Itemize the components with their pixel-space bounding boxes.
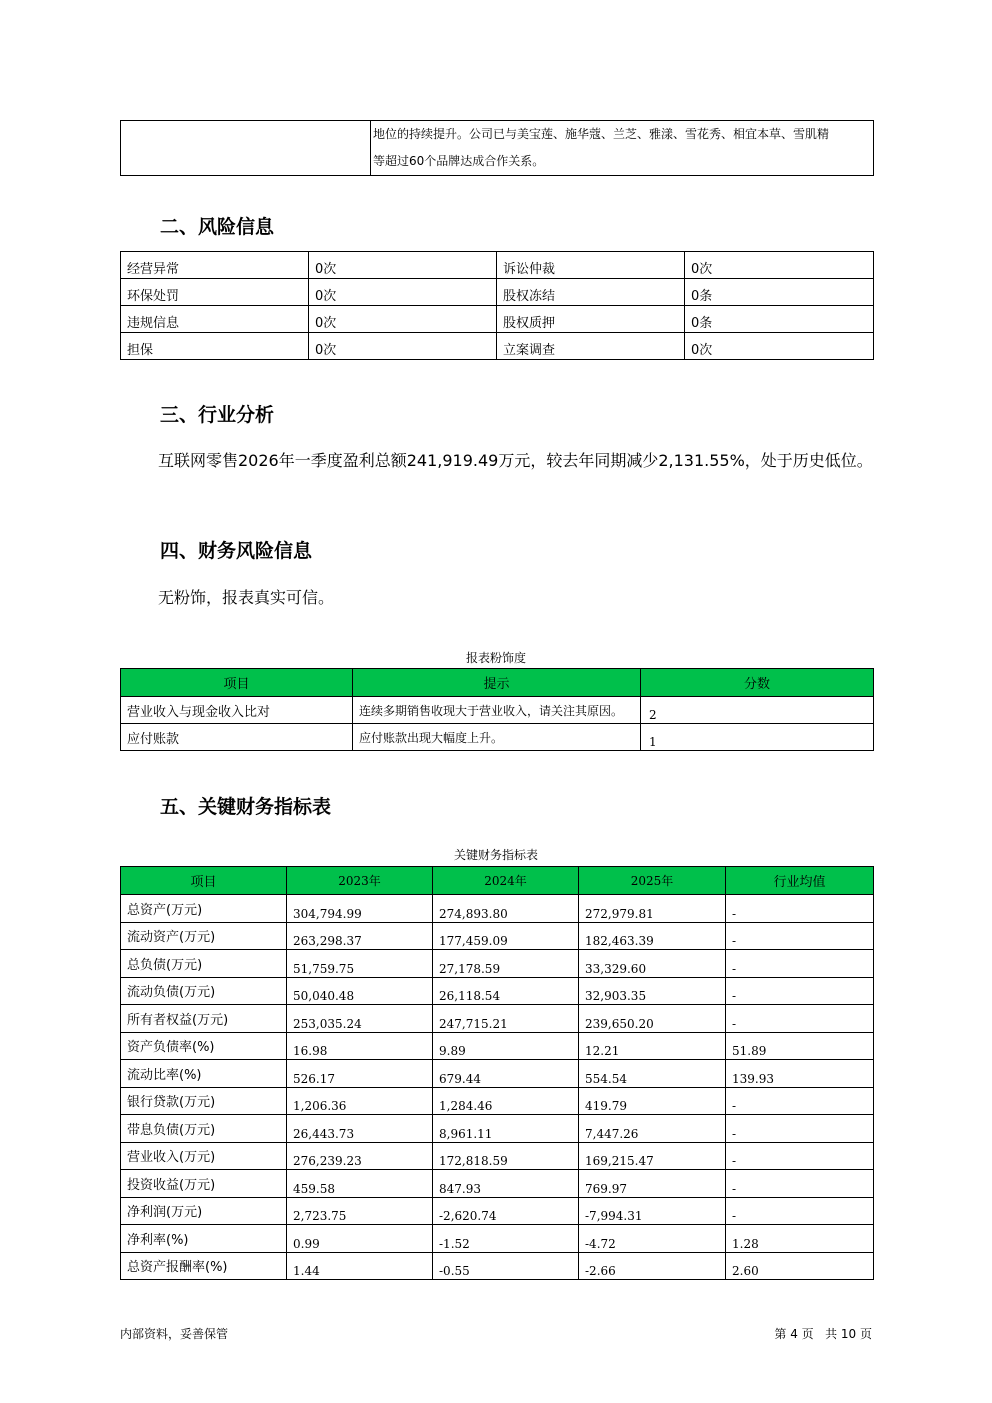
decor-hint-cell: 连续多期销售收现大于营业收入，请关注其原因。 xyxy=(353,697,641,724)
key-fin-label-cell: 流动负债(万元) xyxy=(121,977,287,1005)
key-fin-label-cell: 资产负债率(%) xyxy=(121,1032,287,1060)
continuation-line-1: 地位的持续提升。公司已与美宝莲、施华蔻、兰芝、雅漾、雪花秀、相宜本草、雪肌精 xyxy=(373,127,830,141)
risk-cell-v2: 0次 xyxy=(685,252,874,279)
key-fin-row xyxy=(121,1087,874,1115)
risk-cell-k2: 诉讼仲裁 xyxy=(497,252,685,279)
key-fin-value-cell: 276,239.23 xyxy=(287,1142,433,1170)
key-fin-value-cell: 26,443.73 xyxy=(287,1115,433,1143)
key-fin-label-cell: 流动资产(万元) xyxy=(121,922,287,950)
key-fin-value-cell: - xyxy=(726,1197,874,1225)
key-fin-value-cell: - xyxy=(726,1005,874,1033)
key-fin-label-cell: 净利率(%) xyxy=(121,1225,287,1253)
key-fin-value-cell: 7,447.26 xyxy=(579,1115,726,1143)
key-fin-value-cell: - xyxy=(726,1115,874,1143)
risk-cell-k2: 立案调查 xyxy=(497,333,685,360)
key-fin-value-cell: - xyxy=(726,977,874,1005)
key-fin-header-2023: 2023年 xyxy=(287,867,433,895)
key-fin-value-cell: - xyxy=(726,895,874,923)
key-fin-row xyxy=(121,895,874,923)
key-fin-value-cell: 1,284.46 xyxy=(433,1087,579,1115)
key-fin-value-cell: 239,650.20 xyxy=(579,1005,726,1033)
continuation-text-cell xyxy=(371,121,874,176)
key-fin-label-cell: 总资产(万元) xyxy=(121,895,287,923)
continuation-table xyxy=(120,120,874,176)
key-fin-value-cell: - xyxy=(726,1087,874,1115)
risk-cell-v1: 0次 xyxy=(309,252,497,279)
risk-cell-v1: 0次 xyxy=(309,279,497,306)
risk-cell-k1: 经营异常 xyxy=(121,252,309,279)
key-fin-value-cell: 0.99 xyxy=(287,1225,433,1253)
risk-cell-k2: 股权冻结 xyxy=(497,279,685,306)
key-fin-row xyxy=(121,950,874,978)
risk-cell-k1: 担保 xyxy=(121,333,309,360)
decor-hint-cell: 应付账款出现大幅度上升。 xyxy=(353,724,641,751)
risk-row xyxy=(121,333,874,360)
decor-score-cell: 1 xyxy=(641,724,874,751)
key-fin-row xyxy=(121,1225,874,1253)
key-fin-value-cell: 274,893.80 xyxy=(433,895,579,923)
risk-row xyxy=(121,279,874,306)
key-fin-header-industry-avg: 行业均值 xyxy=(726,867,874,895)
decor-score-cell: 2 xyxy=(641,697,874,724)
key-fin-value-cell: 2,723.75 xyxy=(287,1197,433,1225)
key-fin-value-cell: 9.89 xyxy=(433,1032,579,1060)
key-fin-label-cell: 带息负债(万元) xyxy=(121,1115,287,1143)
key-fin-row xyxy=(121,1060,874,1088)
key-fin-value-cell: 12.21 xyxy=(579,1032,726,1060)
key-fin-value-cell: 554.54 xyxy=(579,1060,726,1088)
key-fin-label-cell: 银行贷款(万元) xyxy=(121,1087,287,1115)
key-fin-section-title: 五、关键财务指标表 xyxy=(160,796,332,818)
key-fin-row xyxy=(121,1005,874,1033)
key-fin-value-cell: 2.60 xyxy=(726,1252,874,1280)
key-fin-value-cell: -2.66 xyxy=(579,1252,726,1280)
risk-cell-v1: 0次 xyxy=(309,333,497,360)
key-fin-value-cell: 51,759.75 xyxy=(287,950,433,978)
decor-header-score: 分数 xyxy=(641,669,874,697)
key-fin-table xyxy=(120,866,874,1280)
key-fin-value-cell: -1.52 xyxy=(433,1225,579,1253)
key-fin-value-cell: 182,463.39 xyxy=(579,922,726,950)
key-fin-value-cell: 27,178.59 xyxy=(433,950,579,978)
key-fin-value-cell: 33,329.60 xyxy=(579,950,726,978)
industry-section-title: 三、行业分析 xyxy=(160,404,275,426)
key-fin-header-2024: 2024年 xyxy=(433,867,579,895)
key-fin-row xyxy=(121,1032,874,1060)
key-fin-label-cell: 总资产报酬率(%) xyxy=(121,1252,287,1280)
decor-row xyxy=(121,724,874,751)
key-fin-header-item: 项目 xyxy=(121,867,287,895)
risk-cell-k2: 股权质押 xyxy=(497,306,685,333)
risk-cell-v1: 0次 xyxy=(309,306,497,333)
key-fin-value-cell: 169,215.47 xyxy=(579,1142,726,1170)
decor-row xyxy=(121,697,874,724)
footer-confidential: 内部资料，妥善保管 xyxy=(120,1327,229,1341)
key-fin-value-cell: 1.28 xyxy=(726,1225,874,1253)
key-fin-row xyxy=(121,1252,874,1280)
key-fin-value-cell: 177,459.09 xyxy=(433,922,579,950)
key-fin-value-cell: 769.97 xyxy=(579,1170,726,1198)
decor-table-caption: 报表粉饰度 xyxy=(465,651,526,665)
key-fin-caption: 关键财务指标表 xyxy=(453,848,538,862)
key-fin-label-cell: 所有者权益(万元) xyxy=(121,1005,287,1033)
footer-page-number: 第 4 页 共 10 页 xyxy=(774,1327,872,1341)
key-fin-value-cell: 526.17 xyxy=(287,1060,433,1088)
decor-table xyxy=(120,668,874,751)
key-fin-value-cell: 304,794.99 xyxy=(287,895,433,923)
key-fin-value-cell: - xyxy=(726,950,874,978)
decor-header-item: 项目 xyxy=(121,669,353,697)
key-fin-row xyxy=(121,1142,874,1170)
key-fin-value-cell: 139.93 xyxy=(726,1060,874,1088)
key-fin-label-cell: 流动比率(%) xyxy=(121,1060,287,1088)
key-fin-value-cell: - xyxy=(726,1142,874,1170)
key-fin-value-cell: -2,620.74 xyxy=(433,1197,579,1225)
key-fin-value-cell: - xyxy=(726,922,874,950)
key-fin-value-cell: 272,979.81 xyxy=(579,895,726,923)
key-fin-value-cell: 1,206.36 xyxy=(287,1087,433,1115)
key-fin-value-cell: - xyxy=(726,1170,874,1198)
key-fin-value-cell: -7,994.31 xyxy=(579,1197,726,1225)
key-fin-header-2025: 2025年 xyxy=(579,867,726,895)
key-fin-value-cell: 32,903.35 xyxy=(579,977,726,1005)
key-fin-value-cell: 679.44 xyxy=(433,1060,579,1088)
fin-risk-section-title: 四、财务风险信息 xyxy=(160,540,313,562)
key-fin-row xyxy=(121,1115,874,1143)
key-fin-value-cell: 50,040.48 xyxy=(287,977,433,1005)
fin-risk-paragraph: 无粉饰，报表真实可信。 xyxy=(158,588,335,607)
key-fin-value-cell: 172,818.59 xyxy=(433,1142,579,1170)
risk-row xyxy=(121,306,874,333)
decor-item-cell: 应付账款 xyxy=(121,724,353,751)
risk-cell-k1: 环保处罚 xyxy=(121,279,309,306)
key-fin-value-cell: 16.98 xyxy=(287,1032,433,1060)
key-fin-value-cell: 847.93 xyxy=(433,1170,579,1198)
key-fin-label-cell: 投资收益(万元) xyxy=(121,1170,287,1198)
industry-paragraph: 互联网零售2026年一季度盈利总额241,919.49万元，较去年同期减少2,131.55%，处于历史低位。 xyxy=(158,451,873,470)
key-fin-value-cell: 459.58 xyxy=(287,1170,433,1198)
key-fin-label-cell: 总负债(万元) xyxy=(121,950,287,978)
key-fin-value-cell: 51.89 xyxy=(726,1032,874,1060)
key-fin-value-cell: 263,298.37 xyxy=(287,922,433,950)
key-fin-label-cell: 净利润(万元) xyxy=(121,1197,287,1225)
key-fin-row xyxy=(121,1197,874,1225)
key-fin-value-cell: 26,118.54 xyxy=(433,977,579,1005)
risk-table xyxy=(120,251,874,360)
key-fin-row xyxy=(121,977,874,1005)
key-fin-value-cell: -0.55 xyxy=(433,1252,579,1280)
decor-item-cell: 营业收入与现金收入比对 xyxy=(121,697,353,724)
key-fin-value-cell: 8,961.11 xyxy=(433,1115,579,1143)
key-fin-value-cell: 419.79 xyxy=(579,1087,726,1115)
risk-section-title: 二、风险信息 xyxy=(160,216,275,238)
key-fin-row xyxy=(121,922,874,950)
continuation-line-2: 等超过60个品牌达成合作关系。 xyxy=(373,154,545,168)
key-fin-value-cell: 253,035.24 xyxy=(287,1005,433,1033)
risk-cell-v2: 0次 xyxy=(685,333,874,360)
risk-cell-v2: 0条 xyxy=(685,279,874,306)
decor-header-hint: 提示 xyxy=(353,669,641,697)
key-fin-row xyxy=(121,1170,874,1198)
key-fin-value-cell: 1.44 xyxy=(287,1252,433,1280)
risk-row xyxy=(121,252,874,279)
risk-cell-k1: 违规信息 xyxy=(121,306,309,333)
key-fin-value-cell: 247,715.21 xyxy=(433,1005,579,1033)
key-fin-label-cell: 营业收入(万元) xyxy=(121,1142,287,1170)
continuation-empty-cell xyxy=(121,121,371,176)
risk-cell-v2: 0条 xyxy=(685,306,874,333)
key-fin-value-cell: -4.72 xyxy=(579,1225,726,1253)
